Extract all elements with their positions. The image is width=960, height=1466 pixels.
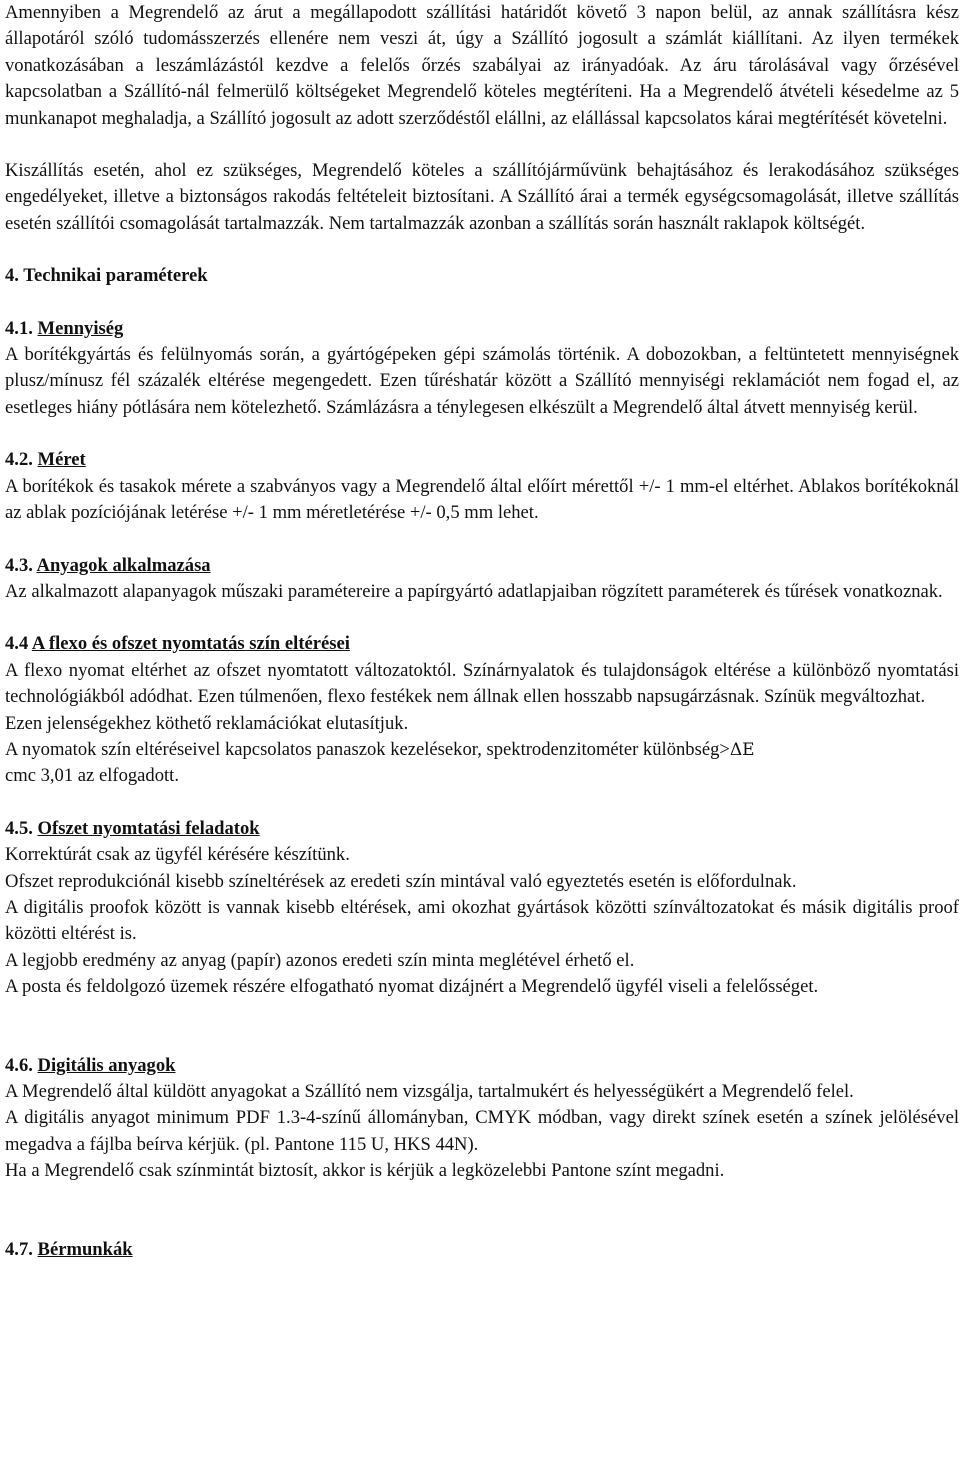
digital-paragraph-3: Ha a Megrendelő csak színmintát biztosít, akkor is kérjük a legközelebbi Pantone színt megadni. [5,1160,725,1182]
color-deviation-paragraph-2: Ezen jelenségekhez köthető reklamációkat elutasítjuk. [5,712,409,734]
subsection-title: Anyagok alkalmazása [36,554,211,576]
subsection-number: 4.2. [5,449,33,471]
digital-paragraph-2: A digitális anyagot minimum PDF 1.3-4-színű állományban, CMYK módban, vagy direkt színek esetén a színek jelölésével megadva a fájlba beírva kérjük. (pl. Pantone 115 U, HKS 44N). [5,1107,959,1155]
offset-paragraph-2: Ofszet reprodukciónál kisebb színeltérések az eredeti szín mintával való egyeztetés esetén is előfordulnak. [5,870,797,892]
offset-paragraph-4: A legjobb eredmény az anyag (papír) azonos eredeti szín minta meglétével érhető el. [5,949,635,971]
size-paragraph: A borítékok és tasakok mérete a szabványos vagy a Megrendelő által előírt mérettől +/- 1 mm-el eltérhet. Ablakos borítékoknál az ablak pozíciójának letérése +/- 1 mm méretletérése +/- 0,5 mm lehet. [5,475,959,524]
subsection-number: 4.1. [5,317,33,339]
subsection-title: A flexo és ofszet nyomtatás szín eltérései [31,633,350,655]
delta-e-symbol: ΔE [729,739,755,760]
subsection-heading-color-deviation [5,631,959,657]
subsection-number: 4.6. [5,1054,33,1076]
subsection-heading-size [5,447,959,473]
subsection-number: 4.5. [5,817,33,839]
section-heading-technical-parameters: 4. Technikai paraméterek [5,265,208,287]
subsection-title: Bérmunkák [37,1238,133,1260]
color-deviation-paragraph-3 [5,737,959,790]
color-deviation-text: A nyomatok szín eltéréseivel kapcsolatos panaszok kezelésekor, spektrodenzitométer különbség> [5,738,730,760]
subsection-heading-contract-work [5,1237,959,1263]
subsection-heading-offset-tasks [5,816,959,842]
subsection-title: Méret [37,449,86,471]
subsection-heading-quantity [5,316,959,342]
digital-paragraph-1: A Megrendelő által küldött anyagokat a Szállító nem vizsgálja, tartalmukért és helyességükért a Megrendelő felel. [5,1081,854,1102]
color-deviation-text-end: cmc 3,01 az elfogadott. [5,765,179,787]
quantity-paragraph: A borítékgyártás és felülnyomás során, a gyártógépeken gépi számolás történik. A dobozokban, a feltüntetett mennyiségnek plusz/mínusz fél százalék eltérése megengedett. Ezen tűréshatár között a Szállító mennyiségi reklamációt nem fogad el, az esetleges hiány pótlására nem kötelezhető. Számlázásra a ténylegesen elkészült a Megrendelő által átvett mennyiség kerül. [5,344,959,418]
subsection-title: Mennyiség [37,317,124,339]
subsection-number: 4.3. [5,554,33,576]
subsection-heading-digital-materials [5,1053,959,1079]
subsection-number: 4.4 [5,633,29,655]
materials-paragraph: Az alkalmazott alapanyagok műszaki paramétereire a papírgyártó adatlapjaiban rögzített paraméterek és tűrések vonatkoznak. [5,580,943,602]
subsection-heading-materials [5,553,959,579]
document-page [5,0,959,1263]
subsection-number: 4.7. [5,1238,33,1260]
subsection-title: Ofszet nyomtatási feladatok [37,817,260,839]
offset-paragraph-5: A posta és feldolgozó üzemek részére elfogatható nyomat dizájnért a Megrendelő ügyfél viseli a felelősséget. [5,976,819,998]
intro-paragraph-2: Kiszállítás esetén, ahol ez szükséges, Megrendelő köteles a szállítójárművünk behajtásához és lerakodásához szükséges engedélyeket, illetve a biztonságos rakodás feltételeit biztosítani. A Szállító árai a termék egységcsomagolását, illetve szállítás esetén szállítói csomagolását tartalmazzák. Nem tartalmazzák azonban a szállítás során használt raklapok költségét. [5,160,959,234]
intro-paragraph-1: Amennyiben a Megrendelő az árut a megállapodott szállítási határidőt követő 3 napon belül, az annak szállításra kész állapotáról szóló tudomásszerzés ellenére nem veszi át, úgy a Szállító jogosult a számlát kiállítani. Az ilyen termékek vonatkozásában a leszámlázástól kezdve a felelős őrzés szabályai az irányadóak. Az áru tárolásával vagy őrzésével kapcsolatban a Szállító-nál felmerülő költségeket Megrendelő köteles megtéríteni. Ha a Megrendelő átvételi késedelme az 5 munkanapot meghaladja, a Szállító jogosult az adott szerződéstől elállni, az elállással kapcsolatos kárai megtérítését követelni. [5,2,959,129]
color-deviation-paragraph-1: A flexo nyomat eltérhet az ofszet nyomtatott változatoktól. Színárnyalatok és tulajdonságok eltérése a különböző nyomtatási technológiákból adódhat. Ezen túlmenően, flexo festékek nem állnak ellen hosszabb napsugárzásnak. Színük megváltozhat. [5,659,959,708]
offset-paragraph-3: A digitális proofok között is vannak kisebb eltérések, ami okozhat gyártások közötti színváltozatokat és másik digitális proof közötti eltérést is. [5,896,959,945]
subsection-title: Digitális anyagok [37,1054,176,1076]
offset-paragraph-1: Korrektúrát csak az ügyfél kérésére készítünk. [5,844,350,866]
